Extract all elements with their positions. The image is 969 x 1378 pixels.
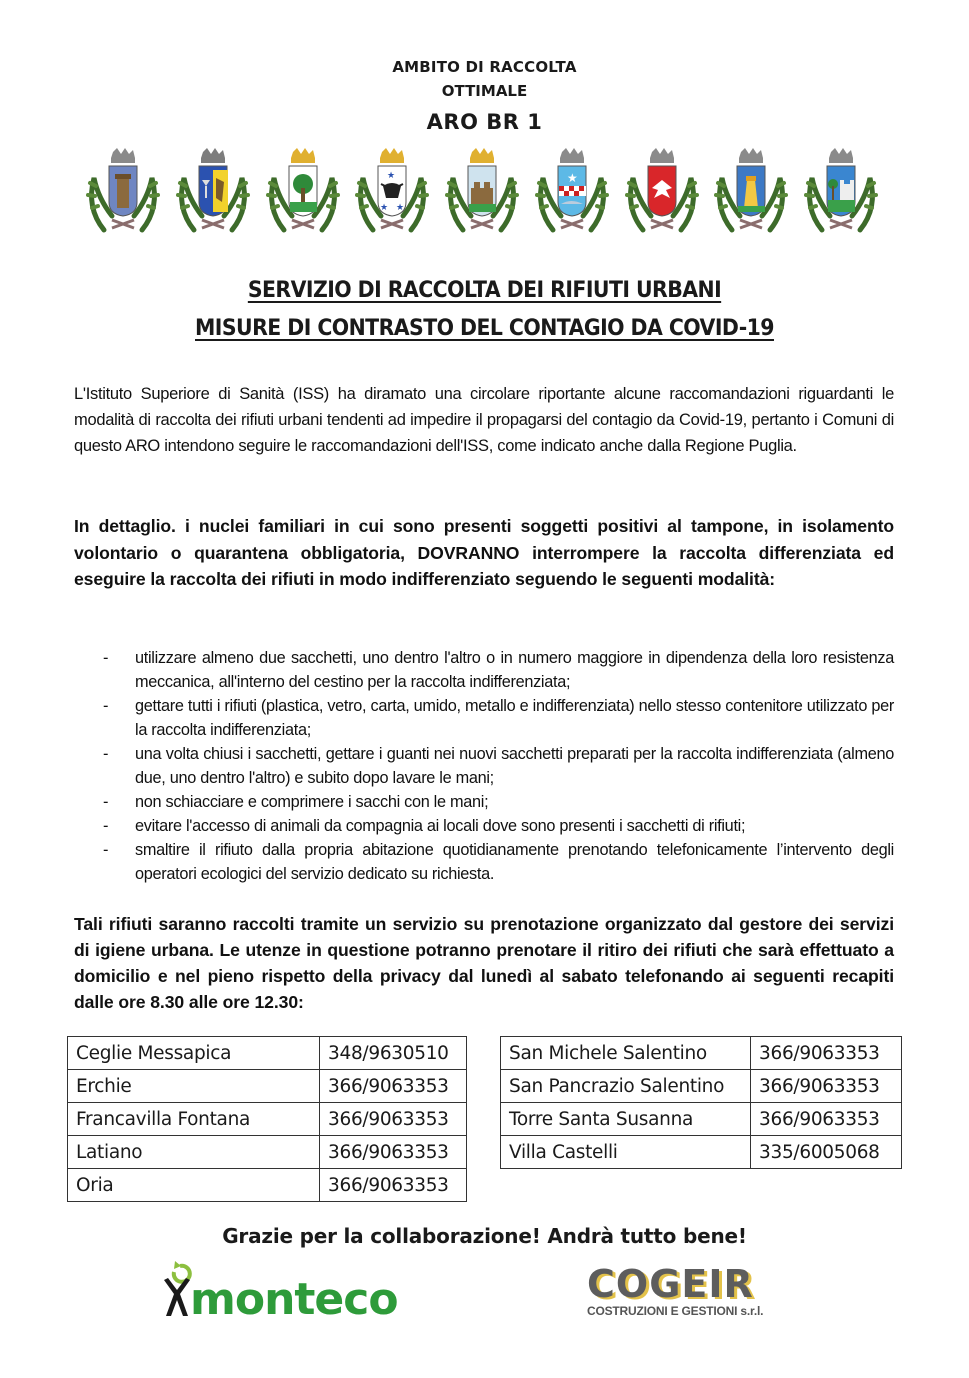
- contact-row: [68, 1103, 467, 1136]
- bullet-dash: -: [103, 745, 109, 763]
- crest-9: [800, 138, 882, 238]
- contact-city: San Michele Salentino: [501, 1037, 751, 1070]
- contact-row: [68, 1169, 467, 1202]
- contact-city: San Pancrazio Salentino: [501, 1070, 751, 1103]
- measure-text: evitare l'accesso di animali da compagnia ai locali dove sono presenti i sacchetti di rifiuti;: [135, 817, 746, 835]
- crest-7: [621, 138, 703, 238]
- svg-text:★: ★: [380, 202, 389, 212]
- contact-phone: 366/9063353: [320, 1169, 467, 1202]
- intro-paragraph: L'Istituto Superiore di Sanità (ISS) ha diramato una circolare riportante alcune raccomandazioni riguardanti le modalità di raccolta dei rifiuti urbani tendenti ad impedire il propagarsi del contagio da Covid-19, pertanto i Comuni di questo ARO intendono seguire le raccomandazioni dell'ISS, come indicato anche dalla Regione Puglia.: [74, 385, 894, 455]
- contact-row: [501, 1070, 902, 1103]
- coat-of-arms-icon: [82, 138, 164, 238]
- contact-phone: 366/9063353: [751, 1037, 902, 1070]
- measure-item: [100, 790, 894, 814]
- measures-list: [100, 646, 894, 886]
- booking-paragraph: Tali rifiuti saranno raccolti tramite un servizio su prenotazione organizzato dal gestore dei servizi di igiene urbana. Le utenze in questione potranno prenotare il ritiro dei rifiuti che sarà effettuato a domicilio e nel pieno rispetto della privacy dal lunedì al sabato telefonando ai seguenti recapiti dalle ore 8.30 alle ore 12.30:: [74, 914, 894, 1012]
- contact-phone: 348/9630510: [320, 1037, 467, 1070]
- crest-8: [710, 138, 792, 238]
- coat-of-arms-icon: [710, 138, 792, 238]
- contact-city: Oria: [68, 1169, 320, 1202]
- contact-phone: 366/9063353: [320, 1070, 467, 1103]
- coat-of-arms-icon: [351, 138, 433, 238]
- measure-item: [100, 646, 894, 694]
- svg-text:★: ★: [566, 171, 578, 185]
- contact-row: [501, 1136, 902, 1169]
- bullet-dash: -: [103, 841, 109, 859]
- measure-text: non schiacciare e comprimere i sacchi con le mani;: [135, 793, 489, 811]
- contact-city: Ceglie Messapica: [68, 1037, 320, 1070]
- document-title-line-1: SERVIZIO DI RACCOLTA DEI RIFIUTI URBANI: [247, 278, 722, 303]
- monteco-logo: [160, 1258, 410, 1322]
- contact-row: [68, 1070, 467, 1103]
- coat-of-arms-icon: [262, 138, 344, 238]
- details-paragraph: In dettaglio. i nuclei familiari in cui sono presenti soggetti positivi al tampone, in isolamento volontario o quarantena obbligatoria, DOVRANNO interrompere la raccolta differenziata ed eseguire la raccolta dei rifiuti in modo indifferenziato seguendo le seguenti modalità:: [74, 516, 894, 589]
- contact-row: [501, 1037, 902, 1070]
- measure-text: utilizzare almeno due sacchetti, uno dentro l'altro o in numero maggiore in dipendenza della loro resistenza meccanica, all'interno del cestino per la raccolta indifferenziata;: [135, 649, 894, 691]
- measure-text: una volta chiusi i sacchetti, gettare i guanti nei nuovi sacchetti preparati per la raccolta indifferenziata (almeno due, uno dentro l'altro) e subito dopo lavare le mani;: [135, 745, 894, 787]
- cogeir-subtitle: COSTRUZIONI E GESTIONI s.r.l.: [587, 1304, 764, 1318]
- bullet-dash: -: [103, 817, 109, 835]
- measure-item: [100, 694, 894, 742]
- coat-of-arms-icon: [621, 138, 703, 238]
- coat-of-arms-icon: [531, 138, 613, 238]
- contact-city: Erchie: [68, 1070, 320, 1103]
- svg-text:★: ★: [396, 202, 405, 212]
- contact-phone: 366/9063353: [320, 1103, 467, 1136]
- crest-3: [262, 138, 344, 238]
- bullet-dash: -: [103, 793, 109, 811]
- coat-of-arms-icon: [441, 138, 523, 238]
- measure-item: [100, 838, 894, 886]
- crest-6: [531, 138, 613, 238]
- monteco-wordmark: monteco: [190, 1274, 398, 1322]
- contact-phone: 366/9063353: [751, 1103, 902, 1136]
- coat-of-arms-icon: [800, 138, 882, 238]
- measure-item: [100, 742, 894, 790]
- header-line-2: OTTIMALE: [441, 82, 528, 100]
- measure-text: gettare tutti i rifiuti (plastica, vetro, carta, umido, metallo e indifferenziata) nello stesso contenitore utilizzato per la raccolta indifferenziata;: [135, 697, 894, 739]
- contact-phone: 335/6005068: [751, 1136, 902, 1169]
- contacts-table-left: [67, 1036, 467, 1202]
- coat-of-arms-icon: [172, 138, 254, 238]
- contact-row: [501, 1103, 902, 1136]
- bullet-dash: -: [103, 697, 109, 715]
- contact-city: Villa Castelli: [501, 1136, 751, 1169]
- contact-row: [68, 1037, 467, 1070]
- contact-city: Latiano: [68, 1136, 320, 1169]
- crest-5: [441, 138, 523, 238]
- crest-1: [82, 138, 164, 238]
- cogeir-logo: [585, 1262, 795, 1328]
- contact-phone: 366/9063353: [320, 1136, 467, 1169]
- document-title-line-2: MISURE DI CONTRASTO DEL CONTAGIO DA COVID-19: [195, 316, 774, 341]
- closing-message: Grazie per la collaborazione! Andrà tutto bene!: [222, 1224, 747, 1248]
- contact-phone: 366/9063353: [751, 1070, 902, 1103]
- measure-item: [100, 814, 894, 838]
- svg-text:★: ★: [387, 170, 396, 180]
- contact-city: Torre Santa Susanna: [501, 1103, 751, 1136]
- crest-4: [351, 138, 433, 238]
- crest-2: [172, 138, 254, 238]
- recycle-person-icon: [164, 1261, 190, 1316]
- contacts-table-right: [500, 1036, 902, 1169]
- bullet-dash: -: [103, 649, 109, 667]
- header-aro-title: ARO BR 1: [426, 110, 543, 134]
- contact-row: [68, 1136, 467, 1169]
- contact-city: Francavilla Fontana: [68, 1103, 320, 1136]
- measure-text: smaltire il rifiuto dalla propria abitazione quotidianamente prenotando telefonicamente l’intervento degli operatori ecologici del servizio dedicato su richiesta.: [135, 841, 894, 883]
- cogeir-wordmark: COGEIR: [587, 1262, 754, 1306]
- municipal-crests-row: [82, 138, 882, 238]
- header-line-1: AMBITO DI RACCOLTA: [392, 58, 577, 76]
